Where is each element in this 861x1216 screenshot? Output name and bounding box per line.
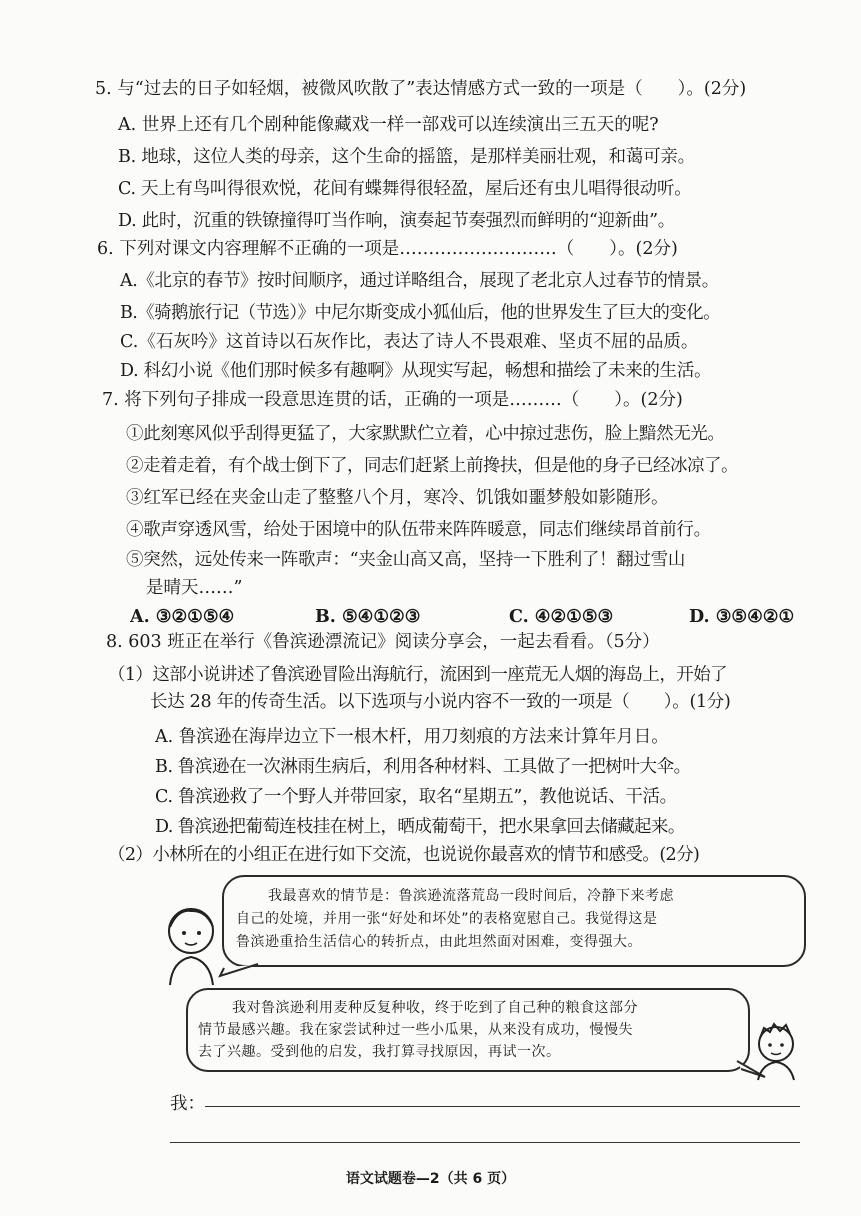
q7-stem: 7. 将下列句子排成一段意思连贯的话，正确的一项是………（ ）。(2分) bbox=[102, 390, 683, 410]
answer-line-2[interactable] bbox=[170, 1142, 800, 1143]
q7-sentence-1: ①此刻寒风似乎刮得更猛了，大家默默伫立着，心中掠过悲伤，脸上黯然无光。 bbox=[126, 424, 725, 444]
bubble-1-line-1: 我最喜欢的情节是：鲁滨逊流落荒岛一段时间后，冷静下来考虑 bbox=[268, 888, 674, 904]
q7-sentence-4: ④歌声穿透风雪，给处于困境中的队伍带来阵阵暖意，同志们继续昂首前行。 bbox=[126, 520, 711, 540]
q7-option-b: B. ⑤④①②③ bbox=[315, 607, 421, 627]
q7-sentence-3: ③红军已经在夹金山走了整整八个月，寒冷、饥饿如噩梦般如影随形。 bbox=[126, 488, 669, 508]
bubble-2-line-1: 我对鲁滨逊利用麦种反复种收，终于吃到了自己种的粮食这部分 bbox=[232, 1000, 638, 1016]
page-footer: 语文试题卷—2（共 6 页） bbox=[345, 1171, 516, 1187]
q7-sentence-2: ②走着走着，有个战士倒下了，同志们赶紧上前搀扶，但是他的身子已经冰凉了。 bbox=[126, 456, 738, 476]
q7-option-d: D. ③⑤④②① bbox=[689, 607, 795, 627]
q8-sub1-option-c: C. 鲁滨逊救了一个野人并带回家，取名“星期五”，教他说话、干活。 bbox=[155, 787, 677, 807]
q7-sentence-5: ⑤突然，远处传来一阵歌声：“夹金山高又高，坚持一下胜利了！翻过雪山 bbox=[126, 550, 686, 570]
q8-stem: 8. 603 班正在举行《鲁滨逊漂流记》阅读分享会，一起去看看。（5分） bbox=[106, 632, 660, 652]
q5-option-a: A. 世界上还有几个剧种能像藏戏一样一部戏可以连续演出三五天的呢? bbox=[118, 115, 659, 135]
q8-sub1-option-b: B. 鲁滨逊在一次淋雨生病后，利用各种材料、工具做了一把树叶大伞。 bbox=[155, 757, 691, 777]
q8-sub1-option-d: D. 鲁滨逊把葡萄连枝挂在树上，晒成葡萄干，把水果拿回去储藏起来。 bbox=[155, 817, 685, 837]
bubble-2-line-2: 情节最感兴趣。我在家尝试种过一些小瓜果，从来没有成功，慢慢失 bbox=[198, 1022, 633, 1038]
q7-option-a: A. ③②①⑤④ bbox=[130, 607, 235, 627]
bubble-2-line-3: 去了兴趣。受到他的启发，我打算寻找原因，再试一次。 bbox=[198, 1044, 561, 1060]
bubble-1-line-3: 鲁滨逊重拾生活信心的转折点，由此坦然面对困难，变得强大。 bbox=[236, 934, 642, 950]
bubble-1-line-2: 自己的处境，并用一张“好处和坏处”的表格宽慰自己。我觉得这是 bbox=[236, 911, 658, 927]
q8-sub1-line1: （1）这部小说讲述了鲁滨逊冒险出海航行，流困到一座荒无人烟的海岛上，开始了 bbox=[108, 665, 727, 685]
q6-option-c: C.《石灰吟》这首诗以石灰作比，表达了诗人不畏艰难、坚贞不屈的品质。 bbox=[120, 332, 699, 352]
q5-option-b: B. 地球，这位人类的母亲，这个生命的摇篮，是那样美丽壮观，和蔼可亲。 bbox=[118, 147, 695, 167]
answer-line-1[interactable] bbox=[205, 1106, 800, 1107]
q6-option-b: B.《骑鹅旅行记（节选）》中尼尔斯变成小狐仙后，他的世界发生了巨大的变化。 bbox=[120, 303, 720, 323]
speech-bubble-1-tail bbox=[218, 950, 278, 980]
q5-option-d: D. 此时，沉重的铁镣撞得叮当作响，演奏起节奏强烈而鲜明的“迎新曲”。 bbox=[118, 211, 675, 231]
q8-sub1-option-a: A. 鲁滨逊在海岸边立下一根木杆，用刀刻痕的方法来计算年月日。 bbox=[155, 727, 669, 747]
q6-option-a: A.《北京的春节》按时间顺序，通过详略组合，展现了老北京人过春节的情景。 bbox=[120, 271, 719, 291]
q6-option-d: D. 科幻小说《他们那时候多有趣啊》从现实写起，畅想和描绘了未来的生活。 bbox=[120, 361, 712, 381]
answer-label: 我： bbox=[170, 1094, 205, 1114]
q7-sentence-5-cont: 是晴天……” bbox=[146, 578, 243, 598]
boy-avatar-icon bbox=[752, 1018, 802, 1098]
q5-stem: 5. 与“过去的日子如轻烟，被微风吹散了”表达情感方式一致的一项是（ ）。(2分) bbox=[95, 79, 747, 99]
q6-stem: 6. 下列对课文内容理解不正确的一项是………………………（ ）。(2分) bbox=[97, 239, 678, 259]
q5-option-c: C. 天上有鸟叫得很欢悦，花间有蝶舞得很轻盈，屋后还有虫儿唱得很动听。 bbox=[118, 179, 692, 199]
q8-sub2: （2）小林所在的小组正在进行如下交流，也说说你最喜欢的情节和感受。(2分) bbox=[108, 845, 700, 865]
q8-sub1-line2: 长达 28 年的传奇生活。以下选项与小说内容不一致的一项是（ ）。(1分) bbox=[150, 692, 731, 712]
q7-option-c: C. ④②①⑤③ bbox=[509, 607, 614, 627]
